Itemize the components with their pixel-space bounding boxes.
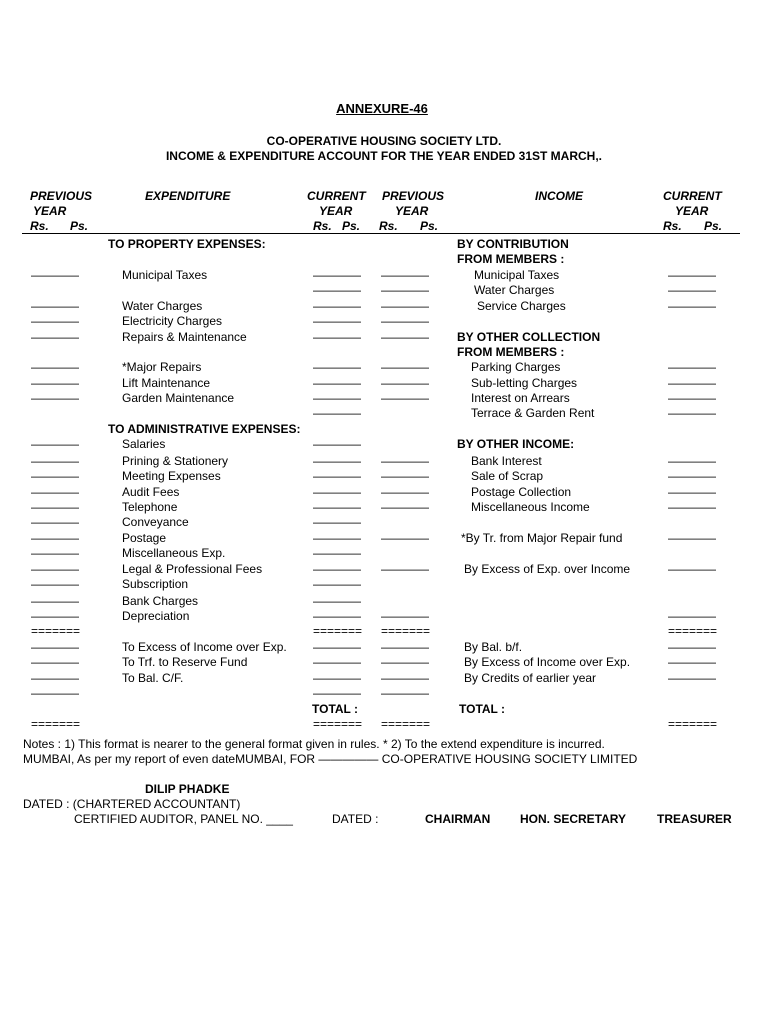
expenditure-item: Municipal Taxes [122,268,208,282]
income-item: By Excess of Exp. over Income [464,562,631,576]
income-item: TOTAL : [459,702,505,716]
expenditure-item: *Major Repairs [122,360,202,374]
header-previous-label: PREVIOUS [382,189,445,203]
prev-year-amount: ———— [31,314,79,328]
current-year-amount: ———— [313,485,361,499]
prev-year-income-amount: ———— [381,640,429,654]
current-year-income-amount: ———— [668,454,716,468]
signature-line: MUMBAI, As per my report of even dateMUMBAI, FOR ————— CO-OPERATIVE HOUSING SOCIETY LIMITED [23,752,638,766]
prev-year-income-amount: ———— [381,268,429,282]
prev-year-income-amount: ———— [381,391,429,405]
current-year-amount: ———— [313,515,361,529]
expenditure-item: Subscription [122,577,189,591]
current-year-amount: ———— [313,640,361,654]
expenditure-item: Meeting Expenses [122,469,221,483]
current-year-amount: TOTAL : [312,702,358,716]
header-previous-label: PREVIOUS [30,189,93,203]
current-year-amount: ———— [313,314,361,328]
header-year-label: YEAR [675,204,709,218]
header-ps: Ps. [342,219,361,233]
income-item: By Credits of earlier year [464,671,597,685]
income-item: BY CONTRIBUTION [457,237,569,251]
prev-year-amount: ======= [31,717,81,731]
annexure-title: ANNEXURE-46 [336,101,428,116]
income-item: Interest on Arrears [471,391,570,405]
prev-year-amount: ———— [31,500,79,514]
current-year-income-amount: ———— [668,609,716,623]
chairman-label: CHAIRMAN [425,812,491,826]
expenditure-item: Bank Charges [122,594,199,608]
prev-year-income-amount: ———— [381,314,429,328]
expenditure-item: To Excess of Income over Exp. [122,640,287,654]
prev-year-income-amount: ———— [381,671,429,685]
expenditure-item: Water Charges [122,299,203,313]
current-year-amount: ———— [313,686,361,700]
prev-year-amount: ———— [31,609,79,623]
prev-year-amount: ———— [31,469,79,483]
current-year-amount: ———— [313,360,361,374]
income-item: Service Charges [477,299,566,313]
account-line: INCOME & EXPENDITURE ACCOUNT FOR THE YEAR ENDED 31ST MARCH,. [165,149,603,163]
prev-year-amount: ———— [31,454,79,468]
prev-year-amount: ———— [31,515,79,529]
header-current-year-left [307,189,366,219]
prev-year-income-amount: ———— [381,330,429,344]
header-ps: Ps. [704,219,723,233]
prev-year-amount: ———— [31,686,79,700]
header-year-label: YEAR [33,204,67,218]
expenditure-item: Electricity Charges [122,314,223,328]
current-year-amount: ———— [313,268,361,282]
prev-year-amount: ———— [31,268,79,282]
header-rs: Rs. [313,219,332,233]
dated-right: DATED : [332,812,379,826]
society-line: CO-OPERATIVE HOUSING SOCIETY LTD. [266,134,502,148]
header-current-label: CURRENT [663,189,722,203]
current-year-amount: ———— [313,577,361,591]
current-year-income-amount: ———— [668,360,716,374]
expenditure-item: Salaries [122,437,166,451]
certified-auditor: CERTIFIED AUDITOR, PANEL NO. ____ [74,812,293,826]
prev-year-income-amount: ———— [381,655,429,669]
current-year-amount: ———— [313,671,361,685]
income-item: Terrace & Garden Rent [471,406,595,420]
current-year-income-amount: ———— [668,531,716,545]
prev-year-amount: ———— [31,546,79,560]
current-year-amount: ———— [313,454,361,468]
income-item: *By Tr. from Major Repair fund [461,531,623,545]
current-year-amount: ======= [313,624,363,638]
prev-year-income-amount: ———— [381,299,429,313]
current-year-amount: ———— [313,437,361,451]
header-rs: Rs. [379,219,398,233]
notes: Notes : 1) This format is nearer to the general format given in rules. * 2) To the extend expenditure is incurred. [23,737,605,751]
prev-year-income-amount: ———— [381,531,429,545]
income-item: By Excess of Income over Exp. [464,655,631,669]
prev-year-income-amount: ———— [381,360,429,374]
current-year-amount: ======= [313,717,363,731]
income-item: Parking Charges [471,360,561,374]
header-previous-year-left [30,189,92,219]
header-rs: Rs. [30,219,49,233]
prev-year-income-amount: ———— [381,454,429,468]
expenditure-item: To Trf. to Reserve Fund [122,655,248,669]
income-item: Bank Interest [471,454,542,468]
prev-year-amount: ———— [31,330,79,344]
expenditure-item: Telephone [122,500,178,514]
prev-year-income-amount: ———— [381,500,429,514]
current-year-amount: ———— [313,469,361,483]
income-item: BY OTHER INCOME: [457,437,575,451]
prev-year-income-amount: ———— [381,609,429,623]
current-year-amount: ———— [313,500,361,514]
current-year-amount: ———— [313,562,361,576]
expenditure-item: Audit Fees [122,485,180,499]
income-item: Sub-letting Charges [471,376,578,390]
prev-year-amount: ———— [31,391,79,405]
current-year-amount: ———— [313,330,361,344]
current-year-amount: ———— [313,376,361,390]
prev-year-income-amount: ———— [381,283,429,297]
current-year-income-amount: ———— [668,671,716,685]
header-previous-year-right [382,189,444,219]
header-ps: Ps. [420,219,439,233]
income-item: FROM MEMBERS : [457,252,565,266]
current-year-income-amount: ———— [668,268,716,282]
prev-year-amount: ———— [31,671,79,685]
prev-year-amount: ======= [31,624,81,638]
expenditure-item: Prining & Stationery [122,454,229,468]
secretary-label: HON. SECRETARY [520,812,627,826]
prev-year-income-amount: ———— [381,562,429,576]
prev-year-amount: ———— [31,531,79,545]
income-item: Municipal Taxes [474,268,560,282]
expenditure-item: Garden Maintenance [122,391,235,405]
current-year-amount: ———— [313,546,361,560]
header-divider [22,233,740,234]
current-year-income-amount: ======= [668,624,718,638]
current-year-income-amount: ———— [668,500,716,514]
prev-year-income-amount: ———— [381,469,429,483]
prev-year-amount: ———— [31,640,79,654]
header-income: INCOME [535,189,583,203]
current-year-amount: ———— [313,531,361,545]
header-current-label: CURRENT [307,189,366,203]
expenditure-item: Depreciation [122,609,190,623]
expenditure-item: Repairs & Maintenance [122,330,247,344]
income-item: Postage Collection [471,485,572,499]
header-year-label: YEAR [319,204,353,218]
expenditure-item: TO PROPERTY EXPENSES: [108,237,266,251]
current-year-income-amount: ———— [668,562,716,576]
prev-year-amount: ———— [31,562,79,576]
prev-year-amount: ———— [31,577,79,591]
current-year-income-amount: ———— [668,640,716,654]
expenditure-item: Legal & Professional Fees [122,562,263,576]
prev-year-amount: ———— [31,437,79,451]
header-year-label: YEAR [395,204,429,218]
expenditure-item: Lift Maintenance [122,376,211,390]
expenditure-item: Miscellaneous Exp. [122,546,226,560]
prev-year-income-amount: ———— [381,485,429,499]
current-year-income-amount: ======= [668,717,718,731]
expenditure-item: To Bal. C/F. [122,671,184,685]
header-ps: Ps. [70,219,89,233]
income-item: By Bal. b/f. [464,640,523,654]
current-year-income-amount: ———— [668,283,716,297]
prev-year-income-amount: ———— [381,686,429,700]
current-year-amount: ———— [313,299,361,313]
prev-year-income-amount: ======= [381,624,431,638]
income-item: BY OTHER COLLECTION [457,330,601,344]
income-item: Sale of Scrap [471,469,544,483]
current-year-income-amount: ———— [668,299,716,313]
current-year-income-amount: ———— [668,376,716,390]
prev-year-amount: ———— [31,655,79,669]
prev-year-amount: ———— [31,299,79,313]
income-item: Miscellaneous Income [471,500,590,514]
header-expenditure: EXPENDITURE [145,189,231,203]
expenditure-item: Conveyance [122,515,189,529]
current-year-amount: ———— [313,406,361,420]
income-item: Water Charges [474,283,555,297]
income-item: FROM MEMBERS : [457,345,565,359]
prev-year-amount: ———— [31,360,79,374]
header-rs: Rs. [663,219,682,233]
current-year-income-amount: ———— [668,655,716,669]
current-year-amount: ———— [313,283,361,297]
current-year-amount: ———— [313,609,361,623]
prev-year-income-amount: ———— [381,376,429,390]
current-year-income-amount: ———— [668,391,716,405]
auditor-name: DILIP PHADKE [145,782,230,796]
dated-left: DATED : (CHARTERED ACCOUNTANT) [23,797,241,811]
prev-year-amount: ———— [31,485,79,499]
expenditure-item: TO ADMINISTRATIVE EXPENSES: [108,422,301,436]
prev-year-amount: ———— [31,594,79,608]
current-year-amount: ———— [313,594,361,608]
current-year-income-amount: ———— [668,406,716,420]
header-current-year-right [663,189,722,219]
current-year-amount: ———— [313,655,361,669]
current-year-amount: ———— [313,391,361,405]
current-year-income-amount: ———— [668,469,716,483]
expenditure-item: Postage [122,531,167,545]
current-year-income-amount: ———— [668,485,716,499]
treasurer-label: TREASURER [657,812,732,826]
prev-year-income-amount: ======= [381,717,431,731]
prev-year-amount: ———— [31,376,79,390]
